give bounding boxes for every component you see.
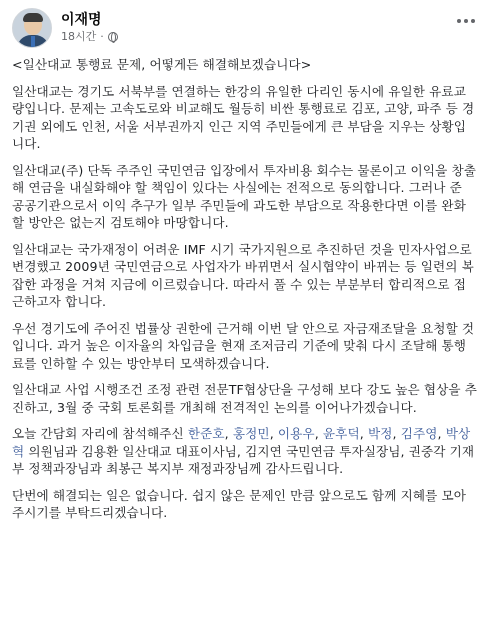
post-paragraph: 우선 경기도에 주어진 법률상 권한에 근거해 이번 달 안으로 자금재조달을 요청할 것입니다. 과거 높은 이자율의 차입금을 현재 조저금리 기준에 맞춰 다시 조달해 통행료를 인하할 수 있는 방안부터 모색하겠습니다. — [12, 320, 475, 371]
closing-paragraph: 단번에 해결되는 일은 없습니다. 쉽지 않은 문제인 만큼 앞으로도 함께 지혜를 모아주시기를 부탁드리겠습니다. — [12, 487, 467, 520]
separator-dot: · — [100, 30, 104, 43]
author-avatar[interactable] — [12, 8, 52, 48]
mention-link[interactable]: 김주영 — [400, 426, 438, 441]
author-name[interactable]: 이재명 — [61, 12, 102, 28]
post-paragraph: 일산대교는 경기도 서북부를 연결하는 한강의 유일한 다리인 동시에 유일한 유료교량입니다. 문제는 고속도로와 비교해도 월등히 비싼 통행료로 김포, 고양, 파주 등 경기권 외에도 인천, 서울 서부권까지 인근 지역 주민들에게 큰 부담을 지우는 상황입니다. — [12, 83, 475, 151]
post-content — [12, 56, 478, 522]
thanks-paragraph: 오늘 간담회 자리에 참석해주신 한준호, 홍정민, 이용우, 윤후덕, 박정, 김주영, 박상혁 의원님과 김용환 일산대교 대표이사님, 김지연 국민연금 투자실장님, 권중각 기재부 정책과장님과 최봉근 복지부 재정과장님께 감사드립니다. — [12, 426, 475, 476]
post-paragraph: 일산대교는 국가재정이 어려운 IMF 시기 국가지원으로 추진하던 것을 민자사업으로 변경했고 2009년 국민연금으로 사업자가 바뀌면서 실시협약이 바뀌는 등 일련의 복잡한 과정을 거쳐 지금에 이르렀습니다. 따라서 풀 수 있는 부분부터 합리적으로 접근하고자 합니다. — [12, 241, 474, 309]
mention-link[interactable]: 박상혁 — [12, 426, 471, 459]
globe-icon — [108, 32, 118, 42]
post-time[interactable]: 18시간 — [61, 30, 97, 43]
mention-link[interactable]: 홍정민 — [232, 426, 270, 441]
mention-link[interactable]: 이용우 — [277, 426, 315, 441]
post-paragraph: 일산대교(주) 단독 주주인 국민연금 입장에서 투자비용 회수는 물론이고 이익을 창출해 연금을 내실화해야 할 책임이 있다는 사실에는 전적으로 동의합니다. 그러나 준 공공기관으로서 이익 추구가 일부 주민들에 과도한 부담으로 작용한다면 이를 완화할 방안은 없는지 검토해야 마땅합니다. — [12, 162, 476, 230]
post-title: <일산대교 통행료 문제, 어떻게든 해결해보겠습니다> — [12, 57, 312, 72]
post-meta — [61, 11, 454, 45]
post-header — [12, 6, 478, 50]
more-options-icon[interactable] — [454, 11, 478, 31]
mention-link[interactable]: 박정 — [367, 426, 393, 441]
thanks-suffix: 의원님과 김용환 일산대교 대표이사님, 김지연 국민연금 투자실장님, 권중각 기재부 정책과장님과 최봉근 복지부 재정과장님께 감사드립니다. — [12, 443, 475, 476]
post-subline — [61, 29, 454, 45]
thanks-prefix: 오늘 간담회 자리에 참석해주신 — [12, 426, 188, 441]
post-paragraph: 일산대교 사업 시행조건 조정 관련 전문TF협상단을 구성해 보다 강도 높은 협상을 추진하고, 3월 중 국회 토론회를 개최해 전격적인 논의를 이어나가겠습니다. — [12, 382, 478, 415]
mention-link[interactable]: 윤후덕 — [322, 426, 360, 441]
mention-link[interactable]: 한준호 — [187, 426, 225, 441]
